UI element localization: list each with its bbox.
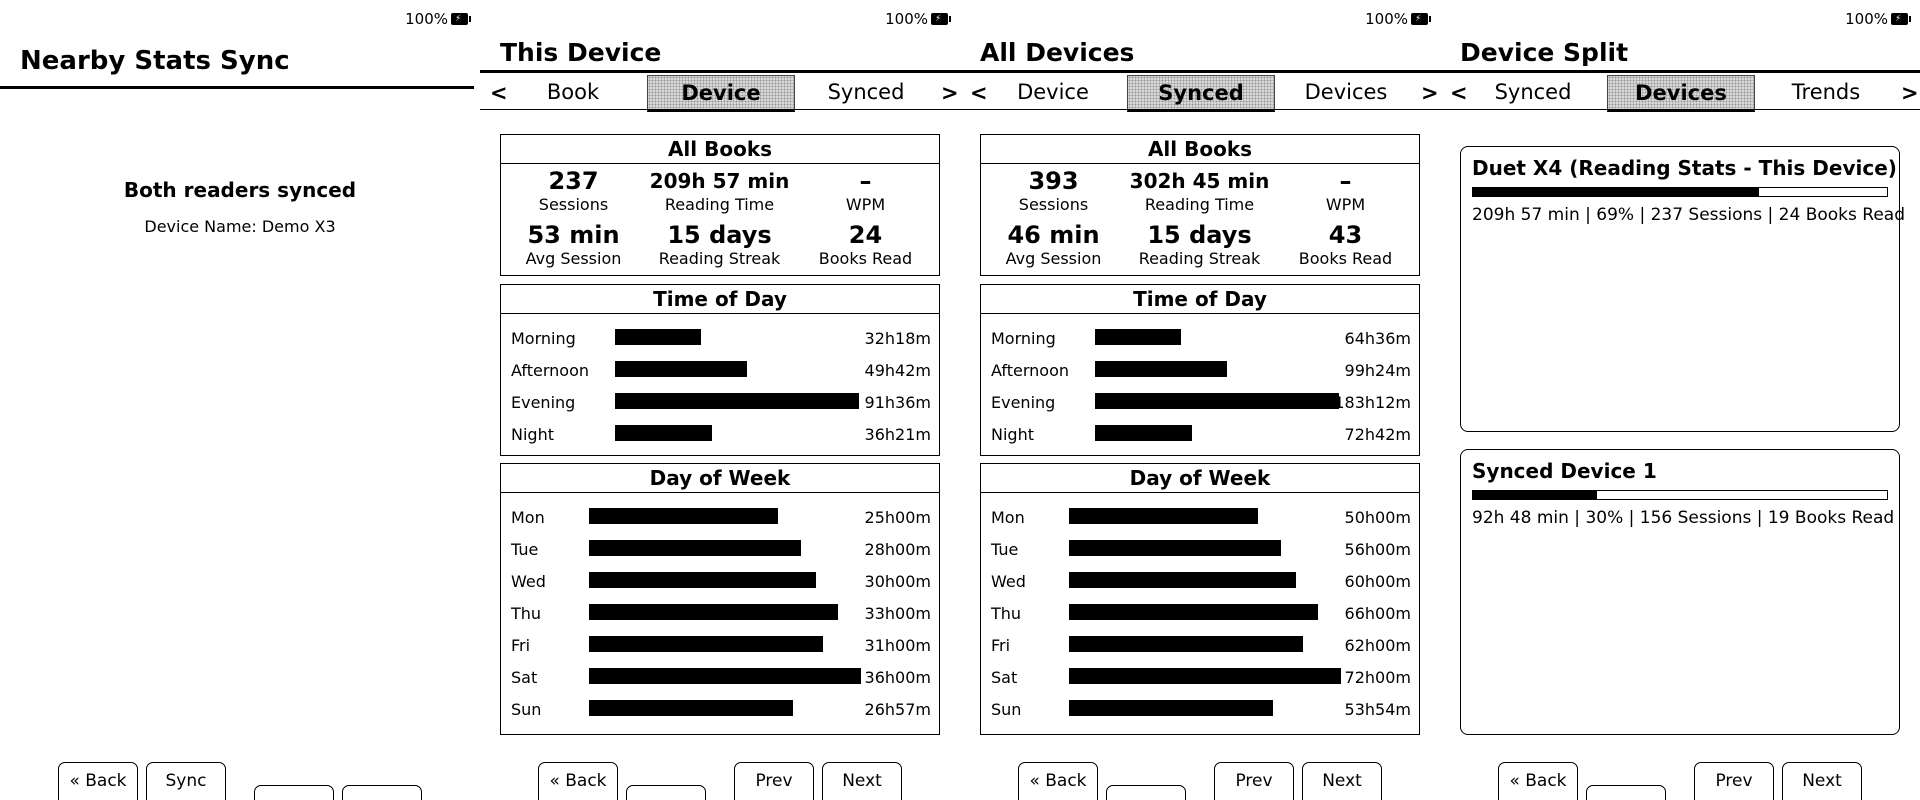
time-of-day-row [991,323,1411,353]
sync-button[interactable]: Sync [146,762,226,800]
stat-wpm: – WPM [845,167,886,214]
tab-book[interactable]: Book [546,80,600,104]
row-bar [1069,508,1258,524]
stat-sessions: 237 Sessions [538,167,609,214]
row-bar [1095,425,1192,441]
device-card-title: Duet X4 (Reading Stats - This Device) [1472,156,1897,180]
row-value: 72h42m [1344,425,1411,444]
row-label: Thu [511,604,542,623]
row-value: 33h00m [864,604,931,623]
row-value: 36h00m [864,668,931,687]
stat-reading-streak: 15 days Reading Streak [658,221,781,268]
page-title: Nearby Stats Sync [20,46,290,76]
tab-underline [480,109,960,110]
battery-icon: ⚡ [451,13,468,25]
time-of-day-title: Time of Day [501,285,939,314]
row-label: Morning [991,329,1056,348]
row-bar [615,329,701,345]
day-of-week-row [991,534,1411,564]
day-of-week-row [511,598,931,628]
back-button[interactable]: « Back [1498,762,1578,800]
day-of-week-row [511,630,931,660]
prev-button[interactable]: Prev [1694,762,1774,800]
row-bar [1069,604,1318,620]
row-bar [1069,572,1296,588]
row-label: Afternoon [991,361,1069,380]
day-of-week-row [511,662,931,692]
row-value: 72h00m [1344,668,1411,687]
row-bar [589,700,793,716]
sync-status: Both readers synced [123,178,357,202]
device-card-title: Synced Device 1 [1472,459,1657,483]
hint-button[interactable] [1106,785,1186,800]
next-button[interactable]: Next [822,762,902,800]
tab-next-arrow[interactable]: > [1901,81,1919,105]
page-title: This Device [500,38,662,67]
row-value: 32h18m [864,329,931,348]
row-value: 56h00m [1344,540,1411,559]
tab-underline [960,109,1440,110]
back-button[interactable]: « Back [58,762,138,800]
day-of-week-row [511,566,931,596]
tab-synced[interactable]: Synced [1494,80,1572,104]
time-of-day-row [991,419,1411,449]
row-label: Wed [991,572,1026,591]
row-value: 50h00m [1344,508,1411,527]
row-value: 64h36m [1344,329,1411,348]
battery-indicator: 100% ⚡ [405,10,468,28]
row-label: Thu [991,604,1022,623]
hint-button[interactable] [342,785,422,800]
row-label: Sun [991,700,1022,719]
row-bar [1069,668,1341,684]
day-of-week-row [511,694,931,724]
stat-reading-streak: 15 days Reading Streak [1138,221,1261,268]
prev-button[interactable]: Prev [734,762,814,800]
device-share-bar [1472,187,1888,197]
row-value: 31h00m [864,636,931,655]
row-value: 49h42m [864,361,931,380]
time-of-day-row [991,387,1411,417]
battery-indicator: 100% ⚡ [1365,10,1428,28]
row-label: Night [991,425,1034,444]
row-bar [1095,393,1339,409]
row-label: Mon [511,508,545,527]
time-of-day-panel [980,284,1420,456]
device-share-bar [1472,490,1888,500]
row-bar [1095,361,1227,377]
day-of-week-row [991,502,1411,532]
row-label: Wed [511,572,546,591]
row-value: 99h24m [1344,361,1411,380]
all-books-summary [500,134,940,276]
row-label: Night [511,425,554,444]
stat-wpm: – WPM [1325,167,1366,214]
time-of-day-row [991,355,1411,385]
stat-books-read: 43 Books Read [1298,221,1393,268]
row-value: 53h54m [1344,700,1411,719]
tab-synced[interactable]: Synced [827,80,905,104]
tab-devices[interactable]: Devices [1304,80,1388,104]
row-label: Mon [991,508,1025,527]
day-of-week-row [511,502,931,532]
row-label: Tue [991,540,1019,559]
row-label: Fri [511,636,531,655]
battery-icon: ⚡ [931,13,948,25]
page-title: Device Split [1460,38,1629,67]
row-bar [615,425,712,441]
row-bar [589,636,823,652]
time-of-day-title: Time of Day [981,285,1419,314]
tab-prev-arrow[interactable]: < [490,81,508,105]
time-of-day-row [511,355,931,385]
tab-next-arrow[interactable]: > [1421,81,1439,105]
row-bar [615,393,859,409]
battery-indicator: 100% ⚡ [1845,10,1908,28]
row-value: 62h00m [1344,636,1411,655]
tab-bar [960,73,1440,111]
day-of-week-panel [500,463,940,735]
row-value: 36h21m [864,425,931,444]
hint-button[interactable] [1586,785,1666,800]
row-label: Sun [511,700,542,719]
prev-button[interactable]: Prev [1214,762,1294,800]
time-of-day-panel [500,284,940,456]
device-split-screen [1440,0,1920,800]
back-button[interactable]: « Back [538,762,618,800]
row-label: Evening [991,393,1056,412]
all-devices-screen [960,0,1440,800]
row-value: 28h00m [864,540,931,559]
row-bar [589,508,778,524]
stat-books-read: 24 Books Read [818,221,913,268]
battery-icon: ⚡ [1891,13,1908,25]
row-bar [1095,329,1181,345]
row-bar [1069,636,1303,652]
day-of-week-title: Day of Week [981,464,1419,493]
day-of-week-row [991,598,1411,628]
day-of-week-row [991,694,1411,724]
row-label: Sat [991,668,1018,687]
next-button[interactable]: Next [1302,762,1382,800]
row-value: 66h00m [1344,604,1411,623]
device-share-fill [1473,188,1759,196]
day-of-week-title: Day of Week [501,464,939,493]
tab-device[interactable]: Device [1017,80,1089,104]
row-bar [589,668,861,684]
device-name: Device Name: Demo X3 [144,217,336,236]
row-label: Afternoon [511,361,589,380]
device-card-stats: 209h 57 min | 69% | 237 Sessions | 24 Books Read [1472,205,1906,225]
device-card-this-device[interactable] [1460,146,1906,432]
summary-title: All Books [981,135,1419,164]
row-bar [615,361,747,377]
row-value: 30h00m [864,572,931,591]
device-card-stats: 92h 48 min | 30% | 156 Sessions | 19 Books Read [1472,508,1895,528]
row-value: 183h12m [1334,393,1411,412]
row-bar [589,540,801,556]
hint-button[interactable] [254,785,334,800]
day-of-week-panel [980,463,1420,735]
tab-underline [1440,109,1920,110]
row-bar [589,572,816,588]
title-divider [0,86,474,89]
stat-reading-time: 302h 45 min Reading Time [1129,169,1270,214]
this-device-screen [480,0,960,800]
summary-title: All Books [501,135,939,164]
row-bar [1069,540,1281,556]
all-books-summary [980,134,1420,276]
row-label: Tue [511,540,539,559]
tab-devices[interactable]: Devices [1607,75,1755,112]
sync-screen [0,0,480,800]
row-bar [589,604,838,620]
tab-next-arrow[interactable]: > [941,81,959,105]
time-of-day-row [511,419,931,449]
tab-synced[interactable]: Synced [1127,75,1275,112]
stat-avg-session: 53 min Avg Session [525,221,622,268]
tab-prev-arrow[interactable]: < [1450,81,1468,105]
row-value: 25h00m [864,508,931,527]
row-value: 91h36m [864,393,931,412]
battery-icon: ⚡ [1411,13,1428,25]
stat-avg-session: 46 min Avg Session [1005,221,1102,268]
device-share-fill [1473,491,1597,499]
tab-bar [1440,73,1920,111]
day-of-week-row [991,566,1411,596]
row-label: Morning [511,329,576,348]
tab-bar [480,73,960,111]
row-label: Fri [991,636,1011,655]
day-of-week-row [991,662,1411,692]
tab-trends[interactable]: Trends [1791,80,1861,104]
battery-indicator: 100% ⚡ [885,10,948,28]
time-of-day-row [511,387,931,417]
row-value: 60h00m [1344,572,1411,591]
row-bar [1069,700,1273,716]
device-card-synced-device[interactable] [1460,449,1900,735]
hint-button[interactable] [626,785,706,800]
tab-prev-arrow[interactable]: < [970,81,988,105]
day-of-week-row [991,630,1411,660]
row-label: Evening [511,393,576,412]
row-value: 26h57m [864,700,931,719]
stat-sessions: 393 Sessions [1018,167,1089,214]
next-button[interactable]: Next [1782,762,1862,800]
page-title: All Devices [980,38,1135,67]
time-of-day-row [511,323,931,353]
row-label: Sat [511,668,538,687]
tab-device[interactable]: Device [647,75,795,112]
stat-reading-time: 209h 57 min Reading Time [649,169,790,214]
day-of-week-row [511,534,931,564]
back-button[interactable]: « Back [1018,762,1098,800]
